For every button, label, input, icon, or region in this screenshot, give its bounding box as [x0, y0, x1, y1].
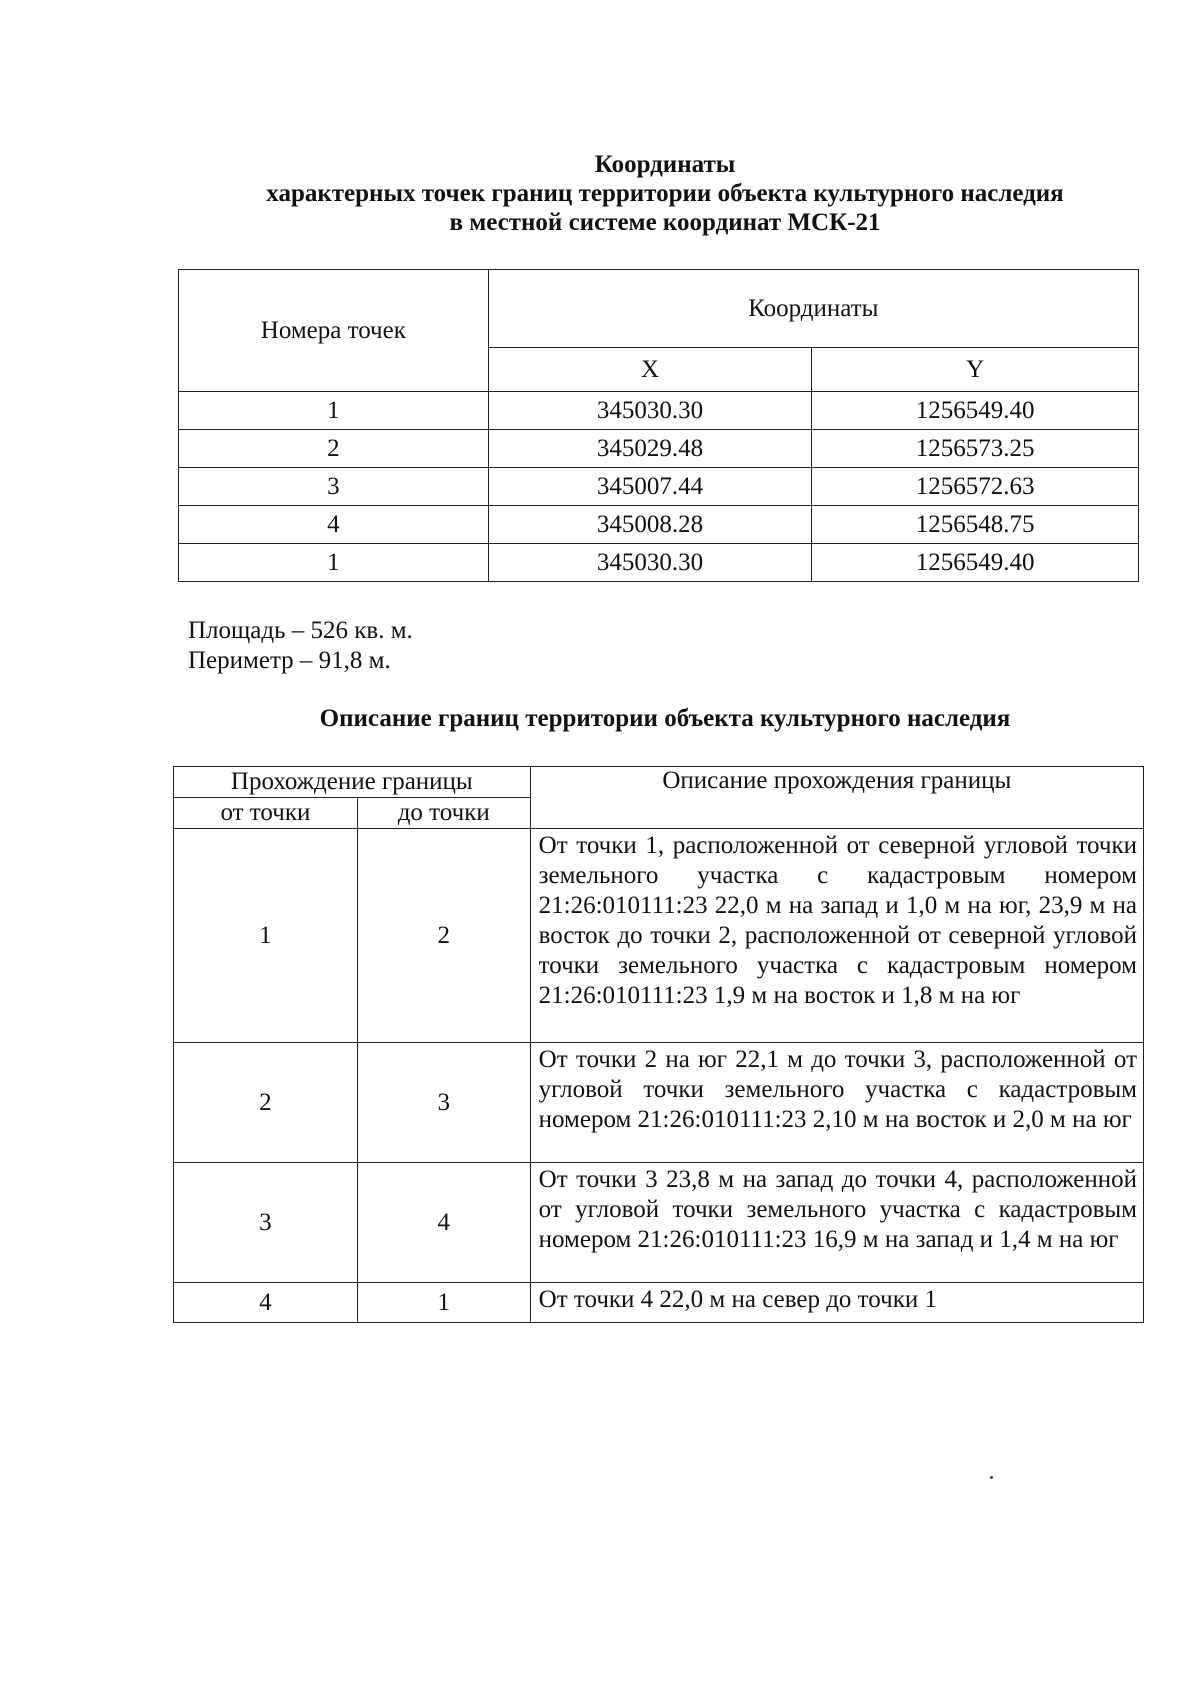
table-row: [174, 1283, 1144, 1323]
header-x: X: [488, 348, 812, 392]
coord-y: 1256573.25: [812, 430, 1139, 468]
header-boundary-passage: Прохождение границы: [174, 767, 531, 798]
boundary-text: От точки 2 на юг 22,1 м до точки 3, расположенной от угловой точки земельного участка с кадастровым номером 21:26:010111:23 2,10 м на восток и 2,0 м на юг: [530, 1043, 1143, 1163]
header-coordinates: Координаты: [488, 270, 1138, 348]
coord-x: 345030.30: [488, 392, 812, 430]
point-number: 1: [179, 392, 489, 430]
from-point: 4: [174, 1283, 358, 1323]
table-row: [179, 392, 1139, 430]
coord-y: 1256572.63: [812, 468, 1139, 506]
boundary-description-table: [173, 766, 1144, 1323]
to-point: 2: [357, 829, 530, 1043]
from-point: 1: [174, 829, 358, 1043]
description-title: Описание границ территории объекта культурного наследия: [319, 705, 1011, 732]
to-point: 1: [357, 1283, 530, 1323]
title-line-1: Координаты: [594, 151, 736, 178]
header-boundary-description: Описание прохождения границы: [530, 767, 1143, 829]
title-line-2: характерных точек границ территории объекта культурного наследия: [266, 180, 1064, 207]
coord-y: 1256549.40: [812, 544, 1139, 582]
from-point: 3: [174, 1163, 358, 1283]
table-row: [179, 468, 1139, 506]
coord-y: 1256549.40: [812, 392, 1139, 430]
point-number: 3: [179, 468, 489, 506]
point-number: 4: [179, 506, 489, 544]
header-y: Y: [812, 348, 1139, 392]
table-row: [179, 544, 1139, 582]
from-point: 2: [174, 1043, 358, 1163]
header-from-point: от точки: [174, 798, 358, 829]
boundary-text: От точки 1, расположенной от северной угловой точки земельного участка с кадастровым номером 21:26:010111:23 22,0 м на запад и 1,0 м на юг, 23,9 м на восток до точки 2, расположенной от северной угловой точки земельного участка с кадастровым номером 21:26:010111:23 1,9 м на восток и 1,8 м на юг: [530, 829, 1143, 1043]
area-perimeter-block: [188, 616, 413, 676]
coord-y: 1256548.75: [812, 506, 1139, 544]
scan-speck: [990, 1476, 993, 1479]
coord-x: 345030.30: [488, 544, 812, 582]
area-text: Площадь – 526 кв. м.: [188, 617, 413, 644]
table-row: [174, 1163, 1144, 1283]
header-point-numbers: Номера точек: [179, 270, 489, 392]
document-title: [0, 150, 1200, 237]
point-number: 1: [179, 544, 489, 582]
table-row: [174, 1043, 1144, 1163]
coordinates-table: [178, 269, 1139, 582]
perimeter-text: Периметр – 91,8 м.: [188, 647, 391, 674]
to-point: 3: [357, 1043, 530, 1163]
coord-x: 345007.44: [488, 468, 812, 506]
header-to-point: до точки: [357, 798, 530, 829]
coord-x: 345029.48: [488, 430, 812, 468]
boundary-text: От точки 3 23,8 м на запад до точки 4, расположенной от угловой точки земельного участка с кадастровым номером 21:26:010111:23 16,9 м на запад и 1,4 м на юг: [530, 1163, 1143, 1283]
table-row: [179, 430, 1139, 468]
table-row: [179, 506, 1139, 544]
point-number: 2: [179, 430, 489, 468]
title-line-3: в местной системе координат МСК-21: [449, 209, 881, 236]
coord-x: 345008.28: [488, 506, 812, 544]
table-row: [174, 829, 1144, 1043]
to-point: 4: [357, 1163, 530, 1283]
boundary-text: От точки 4 22,0 м на север до точки 1: [530, 1283, 1143, 1323]
